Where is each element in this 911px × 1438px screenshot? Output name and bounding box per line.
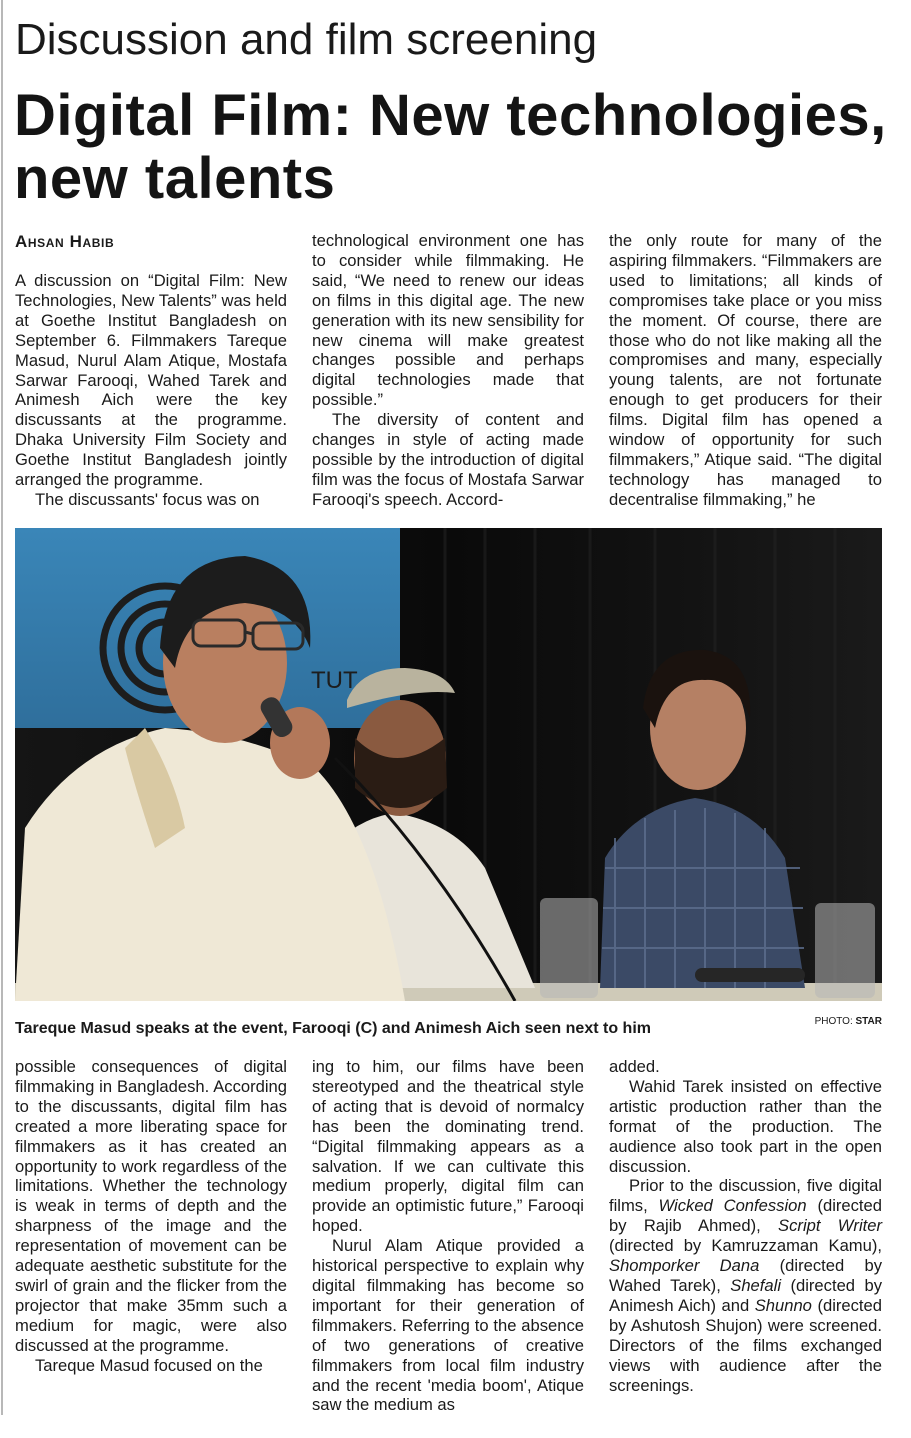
text-run: (directed by Wahed Tarek), [609,1256,882,1295]
photo-caption: Tareque Masud speaks at the event, Farooqi (C) and Animesh Aich seen next to him [15,1020,651,1037]
left-column-rule [1,0,3,1415]
film-title: Shefali [730,1275,782,1295]
top-column-3 [609,231,882,510]
paragraph: the only route for many of the aspiring filmmakers. “Filmmakers are used to limitations; all kinds of compromises take place or you miss the moment. Of course, there are those who do not like making all the compromises and many, especially young talents, are not fortunate enough to get producers for their films. Digital film has opened a window of opportunity for such filmmakers,” Atique said. “The digital technology has managed to decentralise filmmaking,” he [609,231,882,509]
photo-credit-label: PHOTO: [814,1016,856,1027]
paragraph: Tareque Masud focused on the [35,1355,263,1375]
bottom-column-2 [312,1057,584,1415]
paragraph: ing to him, our films have been stereotyped and the theatrical style of acting that is devoid of normalcy has been the dominating trend. “Digital filmmaking appears as a salvation. If we can cultivate this medium properly, digital film can provide an optimistic future,” Farooqi hoped. [312,1057,584,1236]
bottom-column-3 [609,1057,882,1395]
paragraph: technological environment one has to consider while filmmaking. He said, “We need to renew our ideas on films in this digital age. The new generation with its new sensibility for new cinema will make greatest changes possible and perhaps digital technologies made that possible.” [312,231,584,410]
article-kicker: Discussion and film screening [15,15,598,64]
paragraph: The discussants' focus was on [35,489,260,509]
film-title: Shunno [754,1295,812,1315]
film-title: Wicked Confession [658,1196,807,1216]
paragraph-film-list [609,1176,882,1395]
text-run: (directed by Ashutosh Shujon) were screened. Directors of the films exchanged views with audience after the screenings. [609,1295,883,1395]
photo-credit [815,1016,882,1027]
film-title: Script Writer [778,1216,883,1236]
byline: Ahsan Habib [15,232,115,251]
bottom-column-1 [15,1057,287,1376]
article-headline: Digital Film: New technologies, new talents [14,83,887,211]
film-title: Shomporker Dana [609,1256,760,1276]
top-column-1 [15,271,287,510]
paragraph: possible consequences of digital filmmaking in Bangladesh. According to the discussants, digital film has created a more liberating space for filmmakers as it has created an opportunity to work regardless of the limitations. Whether the technology is weak in terms of depth and the sharpness of the image and the representation of movement can be adequate aesthetic substitute for the swirl of grain and the flicker from the projector that make 35mm such a medium for magic, were also discussed at the programme. [15,1057,287,1355]
text-run: Prior to the discussion, five digital films, [609,1176,882,1216]
photo-credit-source: STAR [855,1016,882,1027]
paragraph: added. [609,1057,660,1076]
event-photo [15,528,882,1001]
text-run: (directed by Kamruzzaman Kamu), [609,1236,882,1256]
banner-lettering: TUT [311,667,358,694]
text-run: (directed by Rajib Ahmed), [609,1196,882,1236]
text-run: (directed by Animesh Aich) and [609,1275,882,1315]
paragraph: Wahid Tarek insisted on effective artistic production rather than the format of the production. The audience also took part in the open discussion. [609,1076,882,1176]
paragraph: A discussion on “Digital Film: New Technologies, New Talents” was held at Goethe Institut Bangladesh on September 6. Filmmakers Tareque Masud, Nurul Alam Atique, Mostafa Sarwar Farooqi, Wahed Tarek and Animesh Aich were the key discussants at the programme. Dhaka University Film Society and Goethe Institut Bangladesh jointly arranged the programme. [15,271,287,490]
top-column-2 [312,231,584,510]
paragraph: Nurul Alam Atique provided a historical perspective to explain why digital filmmaking has become so important for their generation of filmmakers. Referring to the absence of two generations of creative filmmakers from local film industry and the recent 'media boom', Atique saw the medium as [312,1236,584,1415]
paragraph: The diversity of content and changes in style of acting made possible by the introduction of digital film was the focus of Mostafa Sarwar Farooqi's speech. Accord- [312,410,584,509]
